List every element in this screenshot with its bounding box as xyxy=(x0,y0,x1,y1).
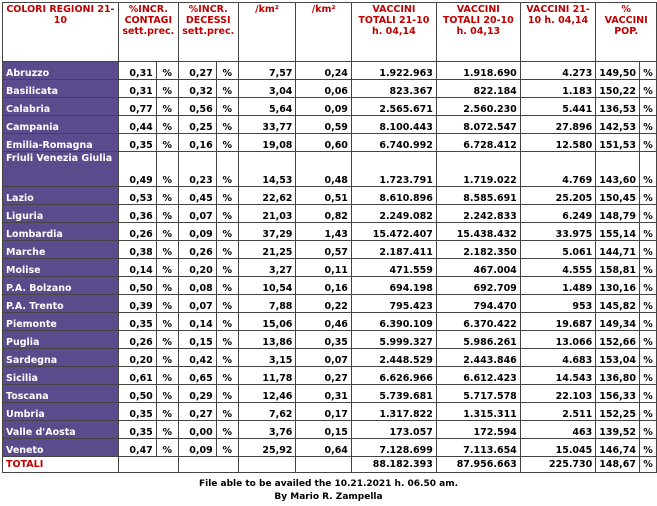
contagi-cell: 0,14 xyxy=(118,259,156,277)
vaccini-pop-cell: 151,53 xyxy=(596,134,640,152)
vaccini-giorno-cell: 4.273 xyxy=(520,62,595,80)
vaccini-totali-21-cell: 471.559 xyxy=(351,259,436,277)
decessi-cell: 0,09 xyxy=(178,439,216,457)
decessi-cell: 0,32 xyxy=(178,80,216,98)
percent-sign: % xyxy=(216,98,238,116)
contagi-cell: 0,36 xyxy=(118,205,156,223)
vaccini-totali-21-cell: 2.448.529 xyxy=(351,349,436,367)
region-name-cell: Piemonte xyxy=(3,313,119,331)
empty-cell xyxy=(118,457,178,473)
percent-sign: % xyxy=(156,152,178,187)
vaccini-pop-cell: 152,66 xyxy=(596,331,640,349)
table-row xyxy=(3,62,657,80)
km-contagi-cell: 33,77 xyxy=(238,116,296,134)
contagi-cell: 0,38 xyxy=(118,241,156,259)
region-name-cell: Valle d'Aosta xyxy=(3,421,119,439)
percent-sign: % xyxy=(216,152,238,187)
vaccini-giorno-cell: 463 xyxy=(520,421,595,439)
decessi-cell: 0,27 xyxy=(178,403,216,421)
table-row xyxy=(3,259,657,277)
region-name-cell: P.A. Trento xyxy=(3,295,119,313)
km-decessi-cell: 0,31 xyxy=(296,385,352,403)
km-contagi-cell: 3,76 xyxy=(238,421,296,439)
km-decessi-cell: 0,11 xyxy=(296,259,352,277)
percent-sign: % xyxy=(216,80,238,98)
vaccini-pop-cell: 149,34 xyxy=(596,313,640,331)
percent-sign: % xyxy=(156,80,178,98)
km-decessi-cell: 0,27 xyxy=(296,367,352,385)
table-row xyxy=(3,241,657,259)
percent-sign: % xyxy=(216,367,238,385)
km-contagi-cell: 5,64 xyxy=(238,98,296,116)
percent-sign: % xyxy=(216,62,238,80)
vaccini-totali-20-cell: 6.370.422 xyxy=(436,313,520,331)
vaccini-giorno-cell: 5.441 xyxy=(520,98,595,116)
percent-sign: % xyxy=(639,98,656,116)
vaccini-pop-cell: 145,82 xyxy=(596,295,640,313)
contagi-cell: 0,77 xyxy=(118,98,156,116)
vaccini-pop-cell: 153,04 xyxy=(596,349,640,367)
km-decessi-cell: 0,48 xyxy=(296,152,352,187)
region-name-cell: Basilicata xyxy=(3,80,119,98)
contagi-cell: 0,61 xyxy=(118,367,156,385)
vaccini-totali-21-cell: 173.057 xyxy=(351,421,436,439)
contagi-cell: 0,53 xyxy=(118,187,156,205)
contagi-cell: 0,31 xyxy=(118,62,156,80)
vaccini-pop-cell: 136,80 xyxy=(596,367,640,385)
header-row xyxy=(3,3,657,62)
vaccini-pop-cell: 148,79 xyxy=(596,205,640,223)
totals-label: TOTALI xyxy=(3,457,119,473)
contagi-cell: 0,31 xyxy=(118,80,156,98)
vaccini-giorno-cell: 4.683 xyxy=(520,349,595,367)
table-row xyxy=(3,134,657,152)
percent-sign: % xyxy=(639,80,656,98)
percent-sign: % xyxy=(156,277,178,295)
contagi-cell: 0,50 xyxy=(118,385,156,403)
percent-sign: % xyxy=(216,349,238,367)
header-vaccini-totali-20: VACCINI TOTALI 20-10 h. 04,13 xyxy=(436,3,520,62)
contagi-cell: 0,20 xyxy=(118,349,156,367)
vaccini-pop-cell: 156,33 xyxy=(596,385,640,403)
region-name-cell: Sardegna xyxy=(3,349,119,367)
percent-sign: % xyxy=(216,439,238,457)
percent-sign: % xyxy=(156,439,178,457)
decessi-cell: 0,65 xyxy=(178,367,216,385)
vaccini-totali-20-cell: 8.585.691 xyxy=(436,187,520,205)
percent-sign: % xyxy=(639,277,656,295)
region-name-cell: Toscana xyxy=(3,385,119,403)
percent-sign: % xyxy=(156,241,178,259)
vaccini-pop-cell: 142,53 xyxy=(596,116,640,134)
table-row xyxy=(3,116,657,134)
vaccini-totali-21-cell: 7.128.699 xyxy=(351,439,436,457)
vaccini-giorno-cell: 1.183 xyxy=(520,80,595,98)
vaccini-pop-cell: 150,22 xyxy=(596,80,640,98)
percent-sign: % xyxy=(156,187,178,205)
km-contagi-cell: 10,54 xyxy=(238,277,296,295)
header-km-contagi: /km² xyxy=(238,3,296,62)
vaccini-giorno-cell: 1.489 xyxy=(520,277,595,295)
km-contagi-cell: 7,88 xyxy=(238,295,296,313)
decessi-cell: 0,07 xyxy=(178,295,216,313)
vaccini-pop-cell: 144,71 xyxy=(596,241,640,259)
percent-sign: % xyxy=(156,331,178,349)
vaccini-pop-cell: 139,52 xyxy=(596,421,640,439)
vaccini-pop-cell: 143,60 xyxy=(596,152,640,187)
percent-sign: % xyxy=(216,421,238,439)
region-name-cell: Puglia xyxy=(3,331,119,349)
percent-sign: % xyxy=(216,241,238,259)
table-row xyxy=(3,80,657,98)
vaccini-pop-cell: 152,25 xyxy=(596,403,640,421)
covid-regions-table xyxy=(2,2,657,473)
vaccini-totali-21-cell: 6.626.966 xyxy=(351,367,436,385)
vaccini-totali-20-cell: 692.709 xyxy=(436,277,520,295)
vaccini-totali-20-cell: 2.242.833 xyxy=(436,205,520,223)
vaccini-totali-20-cell: 2.560.230 xyxy=(436,98,520,116)
percent-sign: % xyxy=(639,62,656,80)
km-contagi-cell: 22,62 xyxy=(238,187,296,205)
percent-sign: % xyxy=(216,116,238,134)
decessi-cell: 0,26 xyxy=(178,241,216,259)
decessi-cell: 0,09 xyxy=(178,223,216,241)
vaccini-totali-20-cell: 2.182.350 xyxy=(436,241,520,259)
km-decessi-cell: 0,82 xyxy=(296,205,352,223)
vaccini-giorno-cell: 22.103 xyxy=(520,385,595,403)
vaccini-pop-cell: 149,50 xyxy=(596,62,640,80)
vaccini-totali-21-cell: 795.423 xyxy=(351,295,436,313)
table-row xyxy=(3,98,657,116)
table-row xyxy=(3,367,657,385)
totals-vaccini-21: 88.182.393 xyxy=(351,457,436,473)
km-contagi-cell: 3,15 xyxy=(238,349,296,367)
percent-sign: % xyxy=(156,295,178,313)
percent-sign: % xyxy=(639,403,656,421)
vaccini-totali-20-cell: 6.728.412 xyxy=(436,134,520,152)
percent-sign: % xyxy=(639,205,656,223)
decessi-cell: 0,08 xyxy=(178,277,216,295)
decessi-cell: 0,20 xyxy=(178,259,216,277)
km-contagi-cell: 14,53 xyxy=(238,152,296,187)
contagi-cell: 0,35 xyxy=(118,421,156,439)
km-decessi-cell: 0,59 xyxy=(296,116,352,134)
table-row xyxy=(3,277,657,295)
footer-availability-note: File able to be availed the 10.21.2021 h. 06.50 am. xyxy=(198,479,458,489)
decessi-cell: 0,27 xyxy=(178,62,216,80)
table-body xyxy=(3,3,657,473)
contagi-cell: 0,35 xyxy=(118,403,156,421)
region-name-cell: Lazio xyxy=(3,187,119,205)
header-km-decessi: /km² xyxy=(296,3,352,62)
km-contagi-cell: 7,57 xyxy=(238,62,296,80)
vaccini-totali-21-cell: 2.187.411 xyxy=(351,241,436,259)
percent-sign: % xyxy=(156,205,178,223)
percent-sign: % xyxy=(639,421,656,439)
decessi-cell: 0,00 xyxy=(178,421,216,439)
percent-sign: % xyxy=(216,259,238,277)
km-decessi-cell: 0,60 xyxy=(296,134,352,152)
vaccini-giorno-cell: 15.045 xyxy=(520,439,595,457)
percent-sign: % xyxy=(156,385,178,403)
km-contagi-cell: 37,29 xyxy=(238,223,296,241)
km-contagi-cell: 13,86 xyxy=(238,331,296,349)
vaccini-giorno-cell: 33.975 xyxy=(520,223,595,241)
percent-sign: % xyxy=(156,367,178,385)
totals-vaccini-pop: 148,67 xyxy=(596,457,640,473)
percent-sign: % xyxy=(639,367,656,385)
region-name-cell: Friuli Venezia Giulia xyxy=(3,152,119,187)
header-vaccini-pop: % VACCINI POP. xyxy=(596,3,657,62)
vaccini-totali-21-cell: 1.723.791 xyxy=(351,152,436,187)
vaccini-totali-21-cell: 823.367 xyxy=(351,80,436,98)
km-contagi-cell: 3,04 xyxy=(238,80,296,98)
vaccini-giorno-cell: 6.249 xyxy=(520,205,595,223)
contagi-cell: 0,26 xyxy=(118,223,156,241)
km-contagi-cell: 21,03 xyxy=(238,205,296,223)
decessi-cell: 0,14 xyxy=(178,313,216,331)
percent-sign: % xyxy=(639,331,656,349)
percent-sign: % xyxy=(156,223,178,241)
region-name-cell: Calabria xyxy=(3,98,119,116)
table-row xyxy=(3,152,657,187)
decessi-cell: 0,56 xyxy=(178,98,216,116)
percent-sign: % xyxy=(639,134,656,152)
vaccini-pop-cell: 155,14 xyxy=(596,223,640,241)
vaccini-totali-21-cell: 8.610.896 xyxy=(351,187,436,205)
table-row xyxy=(3,295,657,313)
km-contagi-cell: 21,25 xyxy=(238,241,296,259)
km-decessi-cell: 0,09 xyxy=(296,98,352,116)
km-decessi-cell: 0,64 xyxy=(296,439,352,457)
decessi-cell: 0,25 xyxy=(178,116,216,134)
decessi-cell: 0,15 xyxy=(178,331,216,349)
totals-vaccini-giorno: 225.730 xyxy=(520,457,595,473)
totals-vaccini-20: 87.956.663 xyxy=(436,457,520,473)
vaccini-pop-cell: 146,74 xyxy=(596,439,640,457)
table-row xyxy=(3,205,657,223)
vaccini-totali-20-cell: 1.918.690 xyxy=(436,62,520,80)
contagi-cell: 0,49 xyxy=(118,152,156,187)
header-contagi: %INCR. CONTAGI sett.prec. xyxy=(118,3,178,62)
percent-sign: % xyxy=(156,116,178,134)
vaccini-totali-20-cell: 8.072.547 xyxy=(436,116,520,134)
percent-sign: % xyxy=(216,134,238,152)
region-name-cell: Sicilia xyxy=(3,367,119,385)
vaccini-totali-21-cell: 2.565.671 xyxy=(351,98,436,116)
km-contagi-cell: 19,08 xyxy=(238,134,296,152)
km-decessi-cell: 0,17 xyxy=(296,403,352,421)
contagi-cell: 0,50 xyxy=(118,277,156,295)
table-row xyxy=(3,223,657,241)
vaccini-giorno-cell: 19.687 xyxy=(520,313,595,331)
header-vaccini-giorno: VACCINI 21-10 h. 04,14 xyxy=(520,3,595,62)
vaccini-totali-21-cell: 6.740.992 xyxy=(351,134,436,152)
contagi-cell: 0,35 xyxy=(118,313,156,331)
km-contagi-cell: 12,46 xyxy=(238,385,296,403)
percent-sign: % xyxy=(156,349,178,367)
table-row xyxy=(3,187,657,205)
km-contagi-cell: 25,92 xyxy=(238,439,296,457)
percent-sign: % xyxy=(216,385,238,403)
vaccini-totali-20-cell: 5.717.578 xyxy=(436,385,520,403)
percent-sign: % xyxy=(216,205,238,223)
percent-sign: % xyxy=(216,295,238,313)
vaccini-giorno-cell: 953 xyxy=(520,295,595,313)
contagi-cell: 0,44 xyxy=(118,116,156,134)
vaccini-pop-cell: 158,81 xyxy=(596,259,640,277)
vaccini-totali-21-cell: 5.739.681 xyxy=(351,385,436,403)
vaccini-pop-cell: 136,53 xyxy=(596,98,640,116)
km-contagi-cell: 11,78 xyxy=(238,367,296,385)
empty-cell xyxy=(238,457,296,473)
km-decessi-cell: 0,35 xyxy=(296,331,352,349)
vaccini-totali-20-cell: 7.113.654 xyxy=(436,439,520,457)
km-decessi-cell: 0,51 xyxy=(296,187,352,205)
percent-sign: % xyxy=(639,116,656,134)
percent-sign: % xyxy=(156,62,178,80)
percent-sign: % xyxy=(216,277,238,295)
percent-sign: % xyxy=(639,241,656,259)
vaccini-giorno-cell: 25.205 xyxy=(520,187,595,205)
vaccini-giorno-cell: 13.066 xyxy=(520,331,595,349)
vaccini-totali-20-cell: 467.004 xyxy=(436,259,520,277)
percent-sign: % xyxy=(639,385,656,403)
vaccini-totali-21-cell: 2.249.082 xyxy=(351,205,436,223)
km-contagi-cell: 15,06 xyxy=(238,313,296,331)
decessi-cell: 0,07 xyxy=(178,205,216,223)
decessi-cell: 0,23 xyxy=(178,152,216,187)
region-name-cell: Lombardia xyxy=(3,223,119,241)
table-row xyxy=(3,349,657,367)
region-name-cell: Molise xyxy=(3,259,119,277)
header-region: COLORI REGIONI 21-10 xyxy=(3,3,119,62)
decessi-cell: 0,45 xyxy=(178,187,216,205)
region-name-cell: Marche xyxy=(3,241,119,259)
region-name-cell: Abruzzo xyxy=(3,62,119,80)
vaccini-totali-20-cell: 794.470 xyxy=(436,295,520,313)
km-contagi-cell: 7,62 xyxy=(238,403,296,421)
empty-cell xyxy=(178,457,238,473)
contagi-cell: 0,26 xyxy=(118,331,156,349)
vaccini-giorno-cell: 4.769 xyxy=(520,152,595,187)
region-name-cell: Campania xyxy=(3,116,119,134)
vaccini-giorno-cell: 4.555 xyxy=(520,259,595,277)
table-row xyxy=(3,331,657,349)
vaccini-totali-21-cell: 5.999.327 xyxy=(351,331,436,349)
percent-sign: % xyxy=(216,223,238,241)
region-name-cell: Liguria xyxy=(3,205,119,223)
header-vaccini-totali-21: VACCINI TOTALI 21-10 h. 04,14 xyxy=(351,3,436,62)
vaccini-totali-20-cell: 172.594 xyxy=(436,421,520,439)
km-decessi-cell: 0,16 xyxy=(296,277,352,295)
vaccini-totali-21-cell: 6.390.109 xyxy=(351,313,436,331)
percent-sign: % xyxy=(639,349,656,367)
contagi-cell: 0,47 xyxy=(118,439,156,457)
header-decessi: %INCR. DECESSI sett.prec. xyxy=(178,3,238,62)
percent-sign: % xyxy=(639,295,656,313)
table-row xyxy=(3,313,657,331)
km-decessi-cell: 1,43 xyxy=(296,223,352,241)
km-decessi-cell: 0,06 xyxy=(296,80,352,98)
empty-cell xyxy=(296,457,352,473)
percent-sign: % xyxy=(639,187,656,205)
decessi-cell: 0,29 xyxy=(178,385,216,403)
km-decessi-cell: 0,22 xyxy=(296,295,352,313)
percent-sign: % xyxy=(639,439,656,457)
contagi-cell: 0,35 xyxy=(118,134,156,152)
vaccini-totali-20-cell: 15.438.432 xyxy=(436,223,520,241)
percent-sign: % xyxy=(156,313,178,331)
km-contagi-cell: 3,27 xyxy=(238,259,296,277)
percent-sign: % xyxy=(639,259,656,277)
percent-sign: % xyxy=(216,403,238,421)
vaccini-giorno-cell: 27.896 xyxy=(520,116,595,134)
vaccini-totali-21-cell: 694.198 xyxy=(351,277,436,295)
decessi-cell: 0,42 xyxy=(178,349,216,367)
vaccini-pop-cell: 130,16 xyxy=(596,277,640,295)
percent-sign: % xyxy=(639,152,656,187)
percent-sign: % xyxy=(156,98,178,116)
vaccini-totali-20-cell: 822.184 xyxy=(436,80,520,98)
percent-sign: % xyxy=(156,403,178,421)
table-row xyxy=(3,385,657,403)
km-decessi-cell: 0,46 xyxy=(296,313,352,331)
vaccini-totali-20-cell: 1.719.022 xyxy=(436,152,520,187)
vaccini-giorno-cell: 2.511 xyxy=(520,403,595,421)
percent-sign: % xyxy=(216,187,238,205)
table-row xyxy=(3,421,657,439)
vaccini-totali-20-cell: 5.986.261 xyxy=(436,331,520,349)
vaccini-totali-20-cell: 1.315.311 xyxy=(436,403,520,421)
percent-sign: % xyxy=(156,421,178,439)
region-name-cell: Veneto xyxy=(3,439,119,457)
vaccini-totali-20-cell: 6.612.423 xyxy=(436,367,520,385)
vaccini-giorno-cell: 12.580 xyxy=(520,134,595,152)
km-decessi-cell: 0,24 xyxy=(296,62,352,80)
totals-row xyxy=(3,457,657,473)
region-name-cell: Emilia-Romagna xyxy=(3,134,119,152)
vaccini-giorno-cell: 5.061 xyxy=(520,241,595,259)
vaccini-totali-21-cell: 1.922.963 xyxy=(351,62,436,80)
vaccini-totali-21-cell: 1.317.822 xyxy=(351,403,436,421)
percent-sign: % xyxy=(639,223,656,241)
percent-sign: % xyxy=(216,331,238,349)
contagi-cell: 0,39 xyxy=(118,295,156,313)
percent-sign: % xyxy=(639,457,656,473)
km-decessi-cell: 0,07 xyxy=(296,349,352,367)
percent-sign: % xyxy=(639,313,656,331)
table-row xyxy=(3,403,657,421)
vaccini-pop-cell: 150,45 xyxy=(596,187,640,205)
vaccini-totali-21-cell: 8.100.443 xyxy=(351,116,436,134)
vaccini-totali-21-cell: 15.472.407 xyxy=(351,223,436,241)
region-name-cell: Umbria xyxy=(3,403,119,421)
percent-sign: % xyxy=(216,313,238,331)
vaccini-giorno-cell: 14.543 xyxy=(520,367,595,385)
footer-author: By Mario R. Zampella xyxy=(274,492,383,502)
vaccini-totali-20-cell: 2.443.846 xyxy=(436,349,520,367)
region-name-cell: P.A. Bolzano xyxy=(3,277,119,295)
table-row xyxy=(3,439,657,457)
km-decessi-cell: 0,15 xyxy=(296,421,352,439)
km-decessi-cell: 0,57 xyxy=(296,241,352,259)
decessi-cell: 0,16 xyxy=(178,134,216,152)
percent-sign: % xyxy=(156,259,178,277)
percent-sign: % xyxy=(156,134,178,152)
